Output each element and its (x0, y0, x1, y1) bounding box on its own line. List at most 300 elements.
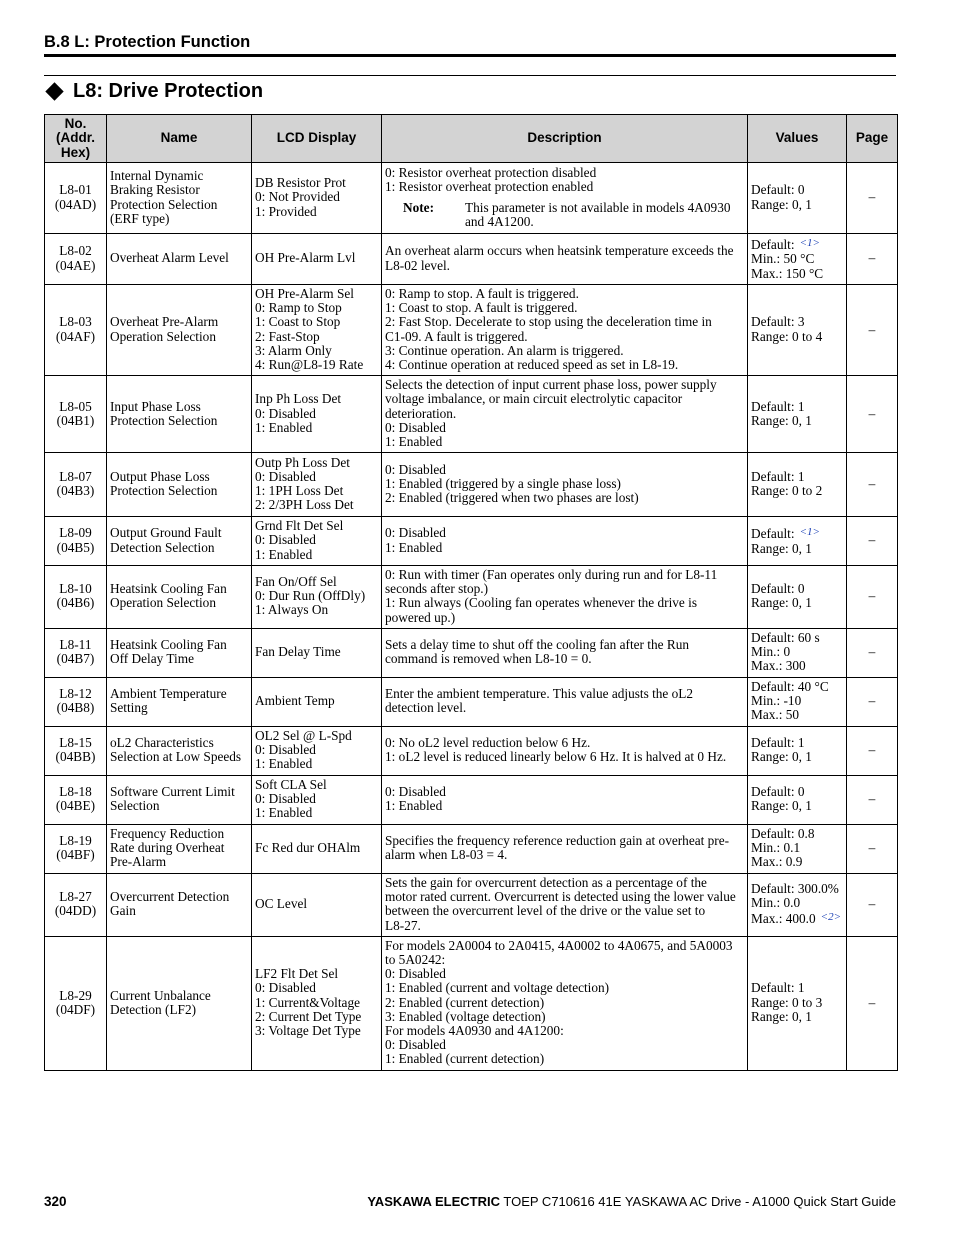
description-text: 0: Ramp to stop. A fault is triggered. (385, 286, 579, 301)
values-text: Default: 60 s (751, 630, 820, 646)
description-text: 0: Disabled (385, 525, 446, 541)
values-text: Range: 0, 1 (751, 196, 812, 212)
param-name-text: Selection at Low Speeds (110, 749, 242, 765)
param-name-text: Operation Selection (110, 595, 216, 611)
param-name-cell (107, 285, 252, 376)
lcd-display-cell (252, 285, 382, 376)
lcd-display-text: Soft CLA Sel (255, 777, 327, 793)
table-row (45, 726, 898, 775)
param-name-text: Current Unbalance (110, 987, 211, 1003)
description-text: 2: Enabled (triggered when two phases are lost) (385, 490, 639, 506)
lcd-display-text: 1: Coast to Stop (255, 314, 341, 330)
description-text: 1: Enabled (385, 434, 443, 450)
param-number-text: L8-01 (59, 182, 92, 198)
values-text: Min.: -10 (751, 693, 802, 709)
header-text: LCD Display (276, 130, 357, 146)
lcd-display-cell (252, 453, 382, 517)
param-name-text: Overheat Alarm Level (110, 250, 229, 266)
page-cell (847, 824, 898, 873)
param-name-text: Output Ground Fault (110, 525, 222, 541)
description-cell (382, 517, 748, 566)
param-name-text: Heatsink Cooling Fan (110, 637, 227, 653)
lcd-display-cell (252, 163, 382, 234)
param-name-text: Pre-Alarm (110, 854, 167, 870)
param-number-cell (45, 726, 107, 775)
page-ref-text: – (868, 644, 876, 660)
values-cell (748, 824, 847, 873)
param-number-text: (04BF) (56, 847, 95, 863)
values-text: Default: 300.0% (751, 881, 839, 897)
description-text: 1: Resistor overheat protection enabled (385, 178, 594, 194)
param-number-text: L8-27 (59, 889, 92, 905)
description-text: 0: Disabled (385, 461, 446, 477)
description-text: 2: Enabled (current detection) (385, 994, 545, 1010)
parameter-table (44, 114, 898, 1071)
description-text: 1: Run always (Cooling fan operates whenever the drive is (385, 595, 698, 611)
param-name-text: Detection Selection (110, 539, 215, 555)
param-number-cell (45, 824, 107, 873)
description-cell (382, 234, 748, 285)
lcd-display-text: 0: Disabled (255, 791, 316, 807)
values-text: Range: 0 to 4 (751, 328, 823, 344)
param-name-cell (107, 873, 252, 936)
values-cell (748, 775, 847, 824)
param-name-cell (107, 628, 252, 677)
param-name-text: Selection (110, 798, 160, 814)
param-number-cell (45, 234, 107, 285)
values-text: Default: 40 °C (751, 679, 829, 695)
param-name-text: Software Current Limit (110, 784, 235, 800)
description-text: C1-09. A fault is triggered. (385, 328, 528, 344)
lcd-display-text: 1: Enabled (255, 546, 313, 562)
param-number-cell (45, 517, 107, 566)
param-name-text: Overheat Pre-Alarm (110, 314, 219, 330)
page-cell (847, 234, 898, 285)
values-cell (748, 376, 847, 453)
param-name-text: Setting (110, 700, 148, 716)
param-name-cell (107, 453, 252, 517)
param-name-cell (107, 517, 252, 566)
param-name-text: Gain (110, 903, 136, 919)
description-cell (382, 824, 748, 873)
values-text: Range: 0, 1 (751, 749, 812, 765)
values-cell (748, 873, 847, 936)
description-text: For models 2A0004 to 2A0415, 4A0002 to 4A0675, and 5A0003 (385, 937, 733, 953)
lcd-display-text: 2: 2/3PH Loss Det (255, 497, 354, 513)
page-ref-text: – (868, 588, 876, 604)
values-text: Min.: 0.1 (751, 840, 801, 856)
lcd-display-text: Grnd Flt Det Sel (255, 518, 344, 534)
param-number-cell (45, 677, 107, 726)
lcd-display-text: 0: Disabled (255, 742, 316, 758)
description-text: powered up.) (385, 609, 456, 625)
values-text: Max.: 400.0 $^{<2>}$ (751, 911, 841, 927)
page-cell (847, 775, 898, 824)
values-cell (748, 565, 847, 628)
description-text: seconds after stop.) (385, 581, 489, 597)
description-cell (382, 565, 748, 628)
param-number-text: L8-18 (59, 784, 92, 800)
lcd-display-cell (252, 677, 382, 726)
param-name-text: (ERF type) (110, 210, 170, 226)
page-ref-text: – (868, 840, 876, 856)
footnote-ref-link[interactable]: <1> (799, 237, 820, 250)
header-text: Hex) (60, 144, 91, 160)
page-ref-text: – (868, 693, 876, 709)
values-text: Default: 1 (751, 469, 805, 485)
lcd-display-text: 2: Fast-Stop (255, 328, 320, 344)
description-text: 2: Fast Stop. Decelerate to stop using the deceleration time in (385, 314, 712, 330)
param-name-cell (107, 677, 252, 726)
description-text: For models 4A0930 and 4A1200: (385, 1023, 564, 1039)
col-page-header (847, 115, 898, 163)
description-text: between the overcurrent level of the drive or the value set to (385, 903, 706, 919)
param-name-text: Heatsink Cooling Fan (110, 581, 227, 597)
values-text: Default: 0.8 (751, 826, 815, 842)
param-name-cell (107, 726, 252, 775)
table-row (45, 376, 898, 453)
description-cell (382, 376, 748, 453)
page-title (44, 80, 263, 103)
description-text: Selects the detection of input current phase loss, power supply (385, 377, 717, 393)
lcd-display-text: 0: Disabled (255, 405, 316, 421)
table-row (45, 285, 898, 376)
values-text: Min.: 50 °C (751, 251, 815, 267)
description-text: to 5A0242: (385, 952, 446, 968)
values-text: Range: 0, 1 (751, 595, 812, 611)
values-cell (748, 936, 847, 1070)
param-number-text: (04DD) (54, 903, 97, 919)
page-cell (847, 936, 898, 1070)
lcd-display-cell (252, 873, 382, 936)
param-number-text: (04B3) (56, 483, 95, 499)
description-text: deterioration. (385, 405, 457, 421)
page-ref-text: – (868, 532, 876, 548)
param-number-text: (04B6) (56, 595, 95, 611)
param-number-text: L8-09 (59, 525, 92, 541)
param-number-text: L8-03 (59, 314, 92, 330)
values-text: Min.: 0.0 (751, 895, 801, 911)
param-number-text: L8-19 (59, 833, 92, 849)
description-text: 0: Disabled (385, 784, 446, 800)
col-name-header (107, 115, 252, 163)
table-row (45, 453, 898, 517)
header-text: Name (160, 130, 198, 146)
param-number-text: L8-12 (59, 686, 92, 702)
description-text: L8-27. (385, 917, 421, 933)
description-text: 0: Disabled (385, 1037, 446, 1053)
description-text: voltage imbalance, or main circuit electrolytic capacitor (385, 391, 683, 407)
values-text: Range: 0, 1 (751, 540, 812, 556)
param-number-text: (04DF) (55, 1001, 96, 1017)
page-ref-text: – (868, 791, 876, 807)
param-name-text: Braking Resistor (110, 182, 200, 198)
description-text: alarm when L8-03 = 4. (385, 847, 508, 863)
description-text: 3: Enabled (voltage detection) (385, 1008, 546, 1024)
description-text: 4: Continue operation at reduced speed as set in L8-19. (385, 357, 679, 373)
values-text: Default: 0 (751, 581, 805, 597)
values-text: Default: 1 (751, 398, 805, 414)
values-text: Range: 0, 1 (751, 798, 812, 814)
param-number-text: L8-29 (59, 987, 92, 1003)
lcd-display-text: OL2 Sel @ L-Spd (255, 728, 352, 744)
values-text: Default: 3 (751, 314, 805, 330)
lcd-display-text: DB Resistor Prot (255, 175, 346, 191)
page-cell (847, 376, 898, 453)
description-text: Sets the gain for overcurrent detection as a percentage of the (385, 874, 707, 890)
lcd-display-text: 1: 1PH Loss Det (255, 483, 344, 499)
page-number: 320 (44, 1194, 67, 1209)
description-text: Sets a delay time to shut off the cooling fan after the Run (385, 637, 690, 653)
param-number-cell (45, 775, 107, 824)
values-text: Max.: 150 °C (751, 265, 824, 281)
description-cell (382, 628, 748, 677)
values-text: Min.: 0 (751, 644, 791, 660)
lcd-display-text: 4: Run@L8-19 Rate (255, 357, 364, 373)
table-row (45, 775, 898, 824)
description-text: 1: Enabled (385, 539, 443, 555)
param-name-text: Off Delay Time (110, 651, 194, 667)
values-cell (748, 285, 847, 376)
lcd-display-text: 0: Dur Run (OffDly) (255, 588, 366, 604)
page-cell (847, 726, 898, 775)
table-row (45, 163, 898, 234)
param-name-text: Output Phase Loss (110, 469, 210, 485)
lcd-display-text: 0: Disabled (255, 980, 316, 996)
param-number-cell (45, 873, 107, 936)
description-cell (382, 936, 748, 1070)
description-text: 1: Enabled (385, 798, 443, 814)
param-name-text: Ambient Temperature (110, 686, 227, 702)
values-cell (748, 726, 847, 775)
description-cell (382, 285, 748, 376)
param-name-text: Internal Dynamic (110, 168, 204, 184)
table-header-row (45, 115, 898, 163)
page-ref-text: – (868, 250, 876, 266)
lcd-display-cell (252, 628, 382, 677)
footer-brand: YASKAWA ELECTRIC (367, 1194, 500, 1209)
lcd-display-text: Inp Ph Loss Det (255, 391, 342, 407)
lcd-display-text: OC Level (255, 896, 308, 912)
param-number-cell (45, 163, 107, 234)
param-number-text: (04B5) (56, 539, 95, 555)
note-label: Note: (403, 200, 435, 215)
note-block (385, 201, 744, 229)
param-number-text: L8-10 (59, 581, 92, 597)
description-cell (382, 453, 748, 517)
param-name-text: Frequency Reduction (110, 826, 225, 842)
page-cell (847, 628, 898, 677)
values-cell (748, 628, 847, 677)
description-text: 1: oL2 level is reduced linearly below 6 Hz. It is halved at 0 Hz. (385, 749, 727, 765)
lcd-display-text: OH Pre-Alarm Sel (255, 286, 354, 301)
param-number-cell (45, 453, 107, 517)
description-text: 1: Enabled (triggered by a single phase loss) (385, 476, 621, 492)
param-number-text: (04AE) (55, 257, 96, 273)
table-body (45, 163, 898, 1071)
footnote-ref-link[interactable]: <1> (799, 526, 820, 539)
col-values-header (748, 115, 847, 163)
param-number-cell (45, 936, 107, 1070)
param-name-text: Detection (LF2) (110, 1001, 197, 1017)
description-cell (382, 775, 748, 824)
table-row (45, 677, 898, 726)
lcd-display-text: Outp Ph Loss Det (255, 454, 350, 470)
page-ref-text: – (868, 476, 876, 492)
lcd-display-text: 0: Not Provided (255, 189, 340, 205)
description-text: 1: Coast to stop. A fault is triggered. (385, 300, 578, 316)
param-number-text: L8-11 (59, 637, 92, 653)
param-number-cell (45, 628, 107, 677)
lcd-display-text: 1: Always On (255, 602, 329, 618)
param-name-cell (107, 775, 252, 824)
param-number-text: (04B1) (56, 412, 95, 428)
param-name-cell (107, 163, 252, 234)
lcd-display-text: Ambient Temp (255, 693, 335, 709)
page-cell (847, 565, 898, 628)
values-text: Max.: 300 (751, 658, 806, 674)
page-cell (847, 453, 898, 517)
param-number-text: L8-02 (59, 243, 92, 259)
col-lcd-header (252, 115, 382, 163)
col-no-header (45, 115, 107, 163)
footer-doc-title: TOEP C710616 41E YASKAWA AC Drive - A1000 Quick Start Guide (503, 1194, 896, 1209)
param-name-text: Operation Selection (110, 328, 216, 344)
lcd-display-text: OH Pre-Alarm Lvl (255, 250, 356, 266)
description-text: 1: Enabled (current detection) (385, 1051, 545, 1067)
lcd-display-text: 3: Voltage Det Type (255, 1023, 361, 1039)
param-number-text: L8-15 (59, 735, 92, 751)
lcd-display-text: 0: Disabled (255, 469, 316, 485)
lcd-display-cell (252, 726, 382, 775)
lcd-display-text: 2: Current Det Type (255, 1008, 362, 1024)
table-row (45, 824, 898, 873)
header-text: (Addr. (56, 130, 95, 146)
param-number-cell (45, 376, 107, 453)
param-name-text: Protection Selection (110, 412, 218, 428)
lcd-display-text: 1: Enabled (255, 419, 313, 435)
page-cell (847, 517, 898, 566)
param-name-cell (107, 824, 252, 873)
lcd-display-cell (252, 376, 382, 453)
description-text: 1: Enabled (current and voltage detection) (385, 980, 610, 996)
lcd-display-cell (252, 234, 382, 285)
lcd-display-cell (252, 565, 382, 628)
description-text: Specifies the frequency reference reduction gain at overheat pre- (385, 833, 730, 849)
table-row (45, 936, 898, 1070)
param-number-text: (04BE) (55, 798, 96, 814)
lcd-display-text: Fc Red dur OHAlm (255, 840, 361, 856)
description-text: Enter the ambient temperature. This value adjusts the oL2 (385, 686, 694, 702)
note-text: This parameter is not available in models 4A0930 and 4A1200. (465, 200, 731, 230)
description-cell (382, 873, 748, 936)
table-row (45, 234, 898, 285)
values-text: Max.: 0.9 (751, 854, 803, 870)
param-number-text: L8-05 (59, 398, 92, 414)
values-text: Max.: 50 (751, 707, 800, 723)
values-text: Range: 0, 1 (751, 412, 812, 428)
param-number-text: (04B7) (56, 651, 95, 667)
lcd-display-cell (252, 775, 382, 824)
table-row (45, 628, 898, 677)
description-cell (382, 726, 748, 775)
header-text: Description (527, 130, 602, 146)
values-cell (748, 453, 847, 517)
page-cell (847, 163, 898, 234)
param-name-text: oL2 Characteristics (110, 735, 214, 751)
param-number-text: (04B8) (56, 700, 95, 716)
diamond-bullet-icon (45, 82, 63, 100)
param-name-text: Rate during Overheat (110, 840, 225, 856)
param-name-text: Input Phase Loss (110, 398, 201, 414)
lcd-display-text: 1: Current&Voltage (255, 994, 361, 1010)
description-text: 0: Run with timer (Fan operates only during run and for L8-11 (385, 566, 718, 582)
page-title-text: L8: Drive Protection (73, 80, 264, 102)
values-text: Range: 0 to 2 (751, 483, 823, 499)
values-cell (748, 163, 847, 234)
page-cell (847, 285, 898, 376)
footer-doc-info (367, 1194, 896, 1209)
lcd-display-text: 0: Ramp to Stop (255, 300, 342, 316)
description-cell (382, 163, 748, 234)
param-number-text: (04AD) (54, 196, 97, 212)
param-number-cell (45, 565, 107, 628)
lcd-display-text: 1: Enabled (255, 805, 313, 821)
param-name-text: Overcurrent Detection (110, 889, 230, 905)
values-cell (748, 234, 847, 285)
description-text: 3: Continue operation. An alarm is triggered. (385, 342, 624, 358)
description-text: 0: Disabled (385, 966, 446, 982)
page-ref-text: – (868, 742, 876, 758)
page-ref-text: – (868, 189, 876, 205)
description-text: 0: Resistor overheat protection disabled (385, 164, 597, 180)
description-text: 0: No oL2 level reduction below 6 Hz. (385, 735, 591, 751)
lcd-display-text: Fan Delay Time (255, 644, 341, 660)
page-cell (847, 873, 898, 936)
param-name-cell (107, 376, 252, 453)
lcd-display-text: LF2 Flt Det Sel (255, 966, 339, 982)
lcd-display-text: 3: Alarm Only (255, 342, 332, 358)
values-text: Range: 0 to 3 (751, 994, 823, 1010)
footnote-ref-link[interactable]: <2> (820, 911, 841, 924)
param-name-cell (107, 936, 252, 1070)
description-text: command is removed when L8-10 = 0. (385, 651, 592, 667)
values-text: Default: 1 (751, 980, 805, 996)
lcd-display-text: 1: Enabled (255, 756, 313, 772)
description-text: motor rated current. Overcurrent is detected using the lower value (385, 889, 736, 905)
param-number-text: L8-07 (59, 469, 92, 485)
values-text: Default: 0 (751, 182, 805, 198)
values-text: Default: 1 (751, 735, 805, 751)
param-name-cell (107, 565, 252, 628)
description-cell (382, 677, 748, 726)
table-row (45, 517, 898, 566)
section-heading: B.8 L: Protection Function (44, 33, 251, 51)
param-name-cell (107, 234, 252, 285)
page-ref-text: – (868, 896, 876, 912)
page-ref-text: – (868, 994, 876, 1010)
table-row (45, 565, 898, 628)
header-rule (44, 54, 896, 57)
lcd-display-text: 1: Provided (255, 203, 317, 219)
param-name-text: Protection Selection (110, 196, 218, 212)
param-name-text: Protection Selection (110, 483, 218, 499)
table-row (45, 873, 898, 936)
page-cell (847, 677, 898, 726)
header-text: Page (855, 130, 889, 146)
lcd-display-cell (252, 936, 382, 1070)
lcd-display-text: Fan On/Off Sel (255, 574, 337, 590)
